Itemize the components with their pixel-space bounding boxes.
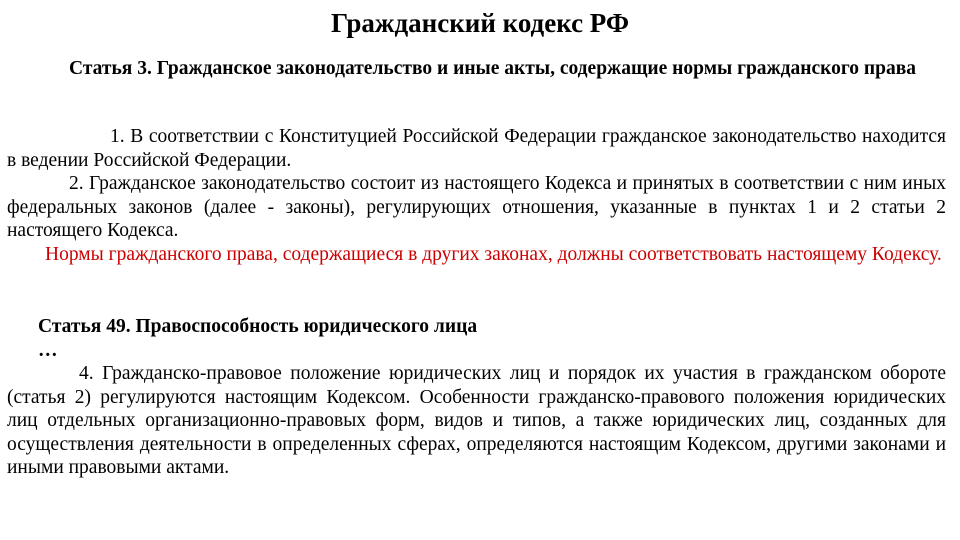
article-3-paragraph-1: 1. В соответствии с Конституцией Российской Федерации гражданское законодательство находится в ведении Российской Федерации. — [7, 126, 946, 171]
article-49-paragraph-4: 4. Гражданско-правовое положение юридических лиц и порядок их участия в гражданском обороте (статья 2) регулируются настоящим Кодексом. Особенности гражданско-правового положения юридических лиц отдельных организационно-правовых форм, видов и типов, а также юридических лиц, созданных для осуществления деятельности в определенных сферах, определяются настоящим Кодексом, другими законами и иными правовыми актами. — [7, 363, 946, 478]
article-49-ellipsis: … — [38, 340, 58, 361]
article-49-body — [7, 362, 946, 480]
page-title: Гражданский кодекс РФ — [330, 8, 630, 38]
article-3-highlight-paragraph: Нормы гражданского права, содержащиеся в других законах, должны соответствовать настоящему Кодексу. — [45, 243, 942, 265]
article-49-heading: Статья 49. Правоспособность юридического лица — [38, 316, 478, 337]
article-3-paragraph-2: 2. Гражданское законодательство состоит из настоящего Кодекса и принятых в соответствии с ним иных федеральных законов (далее - законы), регулирующих отношения, указанные в пунктах 1 и 2 статьи 2 настоящего Кодекса. — [7, 173, 946, 241]
article-3-heading: Статья 3. Гражданское законодательство и иные акты, содержащие нормы гражданского права — [69, 58, 917, 79]
article-3-body — [7, 125, 946, 266]
article-3-heading-block — [7, 57, 946, 81]
